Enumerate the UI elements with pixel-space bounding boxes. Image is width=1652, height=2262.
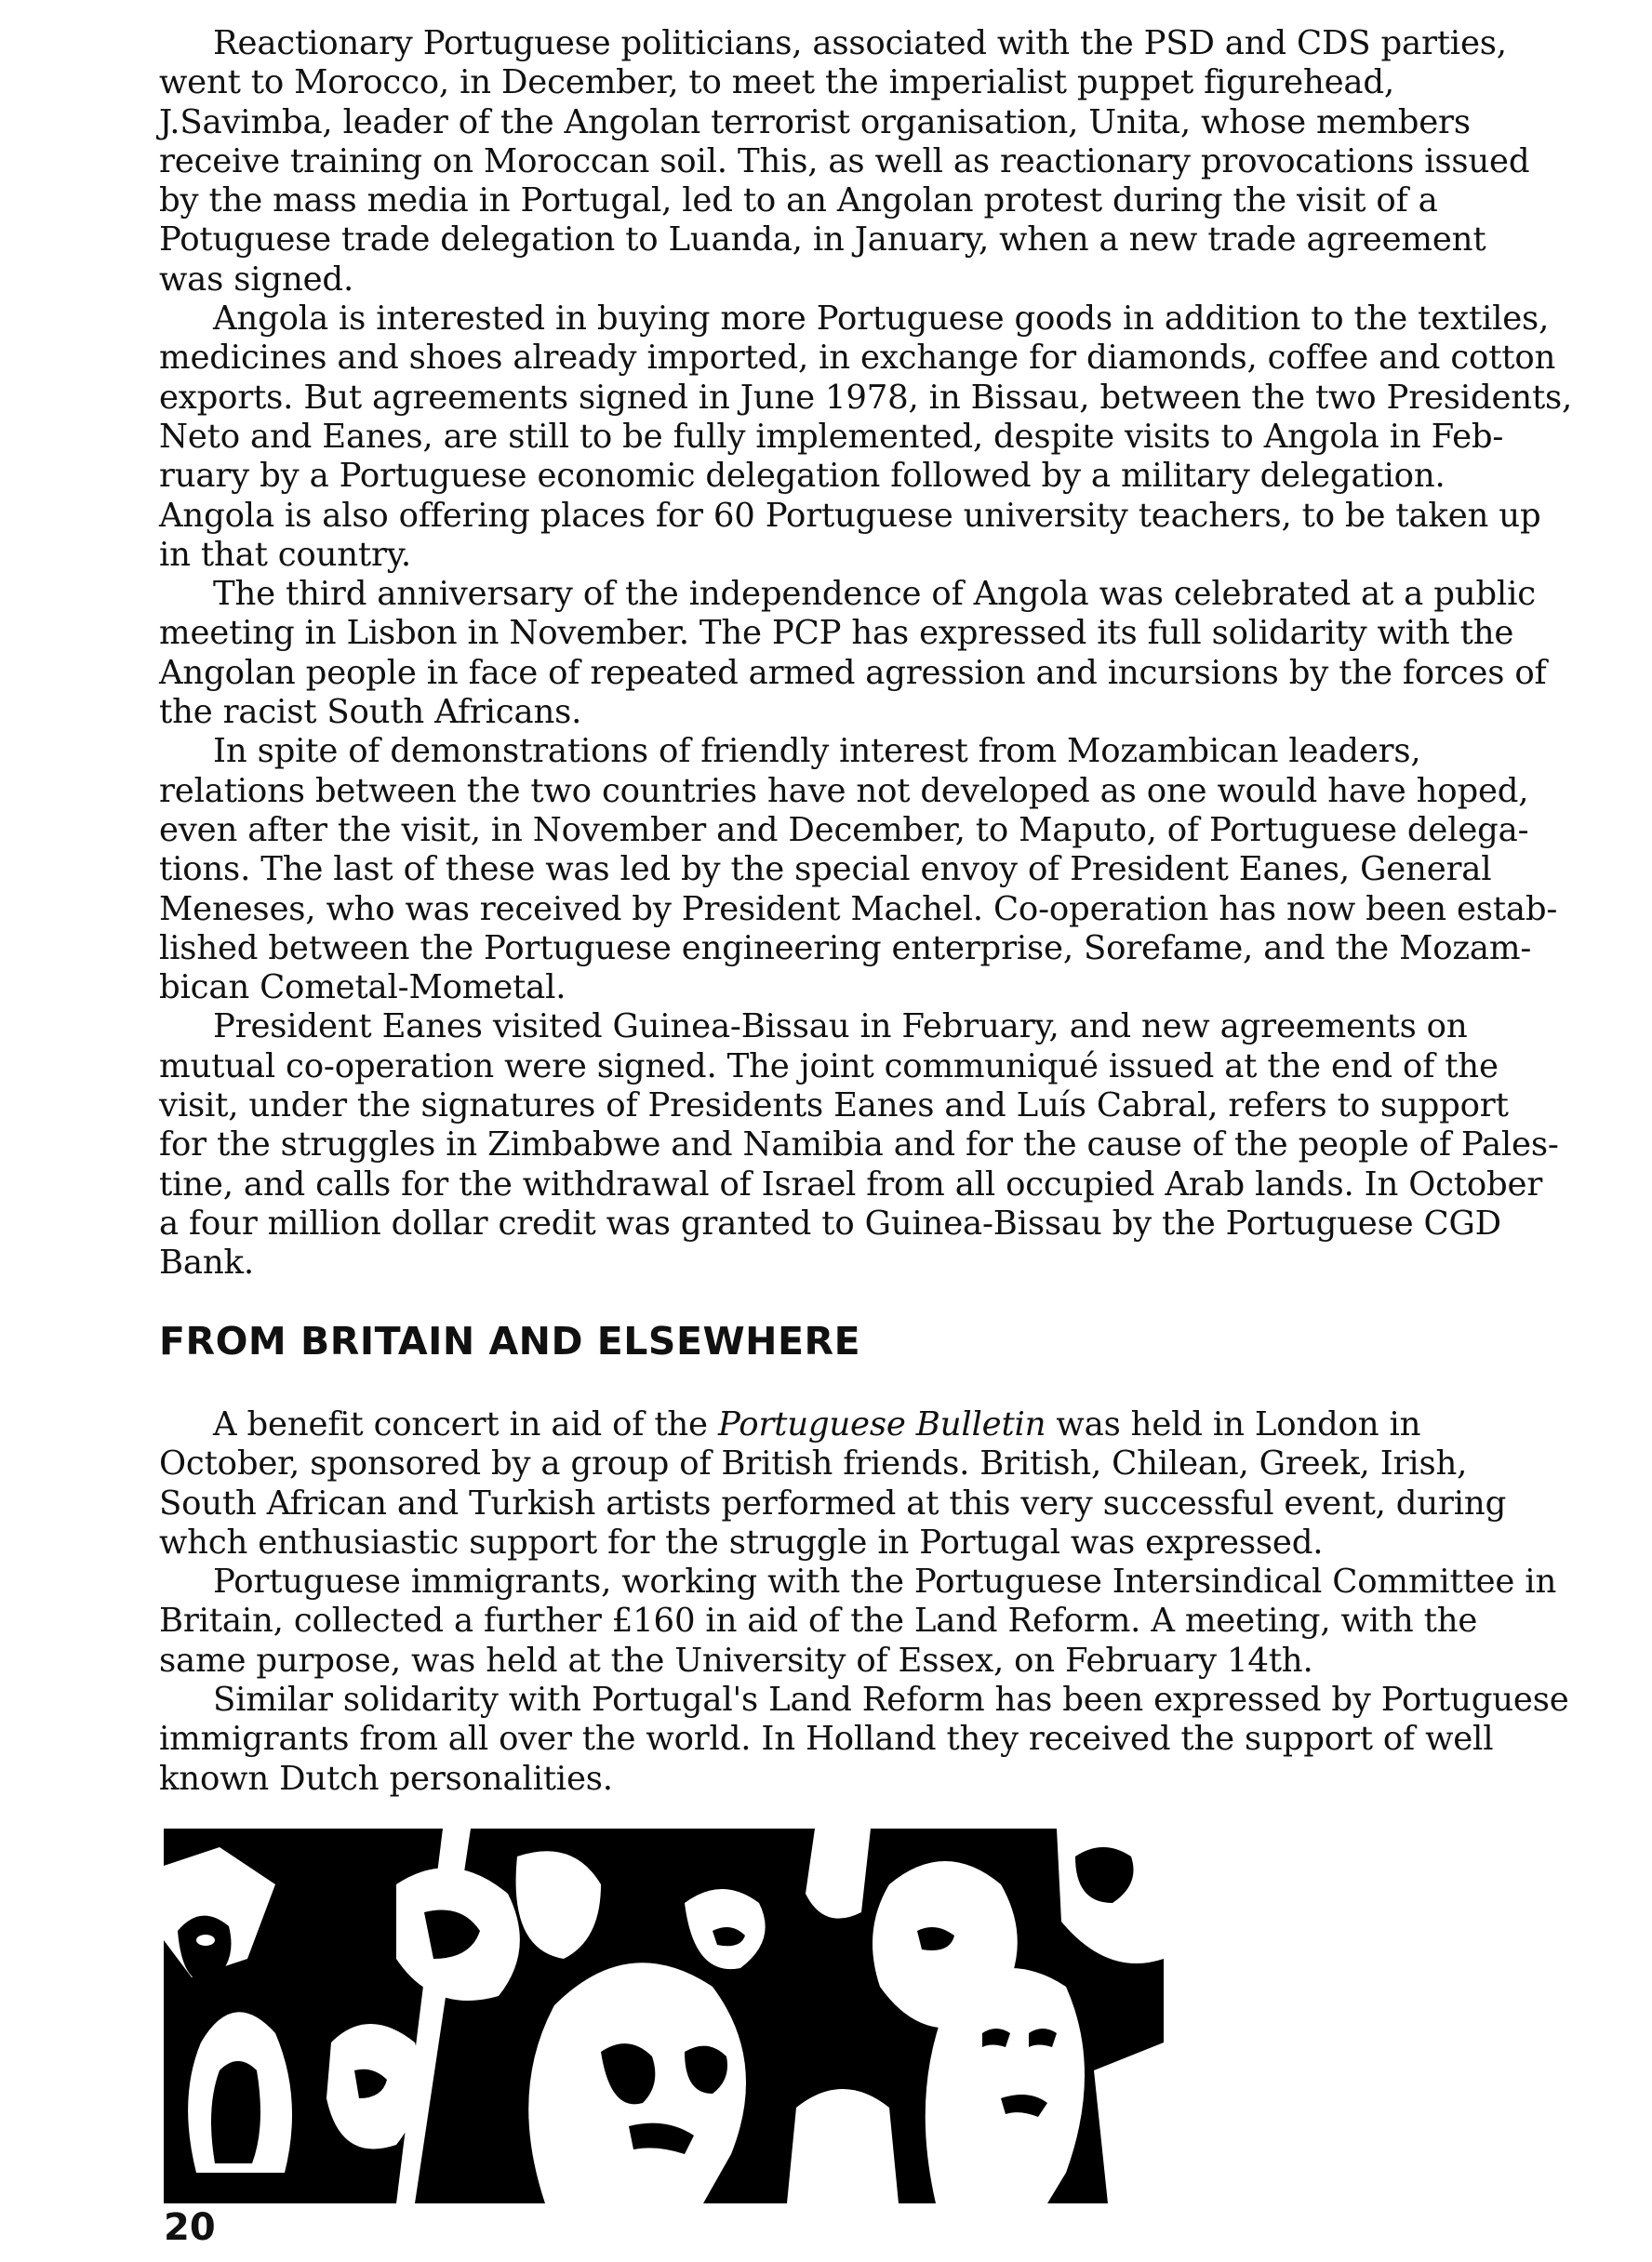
paragraph-line: a four million dollar credit was granted to Guinea-Bissau by the Portuguese CGD (159, 1204, 1501, 1243)
paragraph-line: tine, and calls for the withdrawal of Israel from all occupied Arab lands. In October (159, 1164, 1543, 1204)
paragraph-line: Meneses, who was received by President Machel. Co-operation has now been estab- (159, 889, 1558, 928)
paragraph-line: in that country. (159, 535, 411, 574)
paragraph-line: Angola is interested in buying more Portuguese goods in addition to the textiles, (213, 299, 1550, 339)
paragraph-line: visit, under the signatures of Presidents Eanes and Luís Cabral, refers to support (159, 1086, 1509, 1125)
line-text: A benefit concert in aid of the (213, 1405, 718, 1444)
body-section-1 (159, 24, 1573, 1284)
crowd-photo-graphic (164, 1829, 1164, 2203)
paragraph-line: Angolan people in face of repeated armed agression and incursions by the forces of (159, 653, 1547, 692)
paragraph-line: tions. The last of these was led by the special envoy of President Eanes, General (159, 850, 1492, 889)
paragraph-line: ruary by a Portuguese economic delegation followed by a military delegation. (159, 457, 1446, 496)
section-heading: FROM BRITAIN AND ELSEWHERE (159, 1319, 861, 1364)
paragraph-line: Angola is also offering places for 60 Portuguese university teachers, to be taken up (159, 496, 1541, 535)
page-number: 20 (164, 2206, 216, 2249)
paragraph-line: J.Savimba, leader of the Angolan terrorist organisation, Unita, whose members (159, 102, 1471, 141)
paragraph-line: Britain, collected a further £160 in aid of the Land Reform. A meeting, with the (159, 1602, 1478, 1641)
paragraph-line: Neto and Eanes, are still to be fully implemented, despite visits to Angola in Feb- (159, 417, 1504, 456)
paragraph-line: medicines and shoes already imported, in exchange for diamonds, coffee and cotton (159, 339, 1556, 378)
paragraph-line: meeting in Lisbon in November. The PCP has expressed its full solidarity with the (159, 614, 1514, 653)
paragraph-line: was signed. (159, 259, 354, 299)
paragraph-line: for the struggles in Zimbabwe and Namibia and for the cause of the people of Pales- (159, 1125, 1559, 1164)
paragraph-line: whch enthusiastic support for the struggle in Portugal was expressed. (159, 1523, 1324, 1562)
paragraph-line: immigrants from all over the world. In Holland they received the support of well (159, 1720, 1494, 1759)
paragraph-line: relations between the two countries have not developed as one would have hoped, (159, 771, 1529, 810)
paragraph-line (159, 1405, 1499, 1444)
paragraph-line: the racist South Africans. (159, 693, 582, 732)
paragraph-line: known Dutch personalities. (159, 1759, 613, 1798)
paragraph-line: In spite of demonstrations of friendly interest from Mozambican leaders, (213, 732, 1421, 771)
paragraph-line: receive training on Moroccan soil. This, as well as reactionary provocations issued (159, 141, 1530, 180)
paragraph-line: by the mass media in Portugal, led to an Angolan protest during the visit of a (159, 181, 1438, 220)
paragraph-line: Bank. (159, 1244, 254, 1283)
paragraph-line: mutual co-operation were signed. The joint communiqué issued at the end of the (159, 1046, 1499, 1085)
paragraph-line: Reactionary Portuguese politicians, associated with the PSD and CDS parties, (213, 24, 1507, 62)
publication-title: Portuguese Bulletin (717, 1405, 1046, 1444)
paragraph-line: same purpose, was held at the University of Essex, on February 14th. (159, 1641, 1313, 1680)
paragraph-line: exports. But agreements signed in June 1978, in Bissau, between the two Presidents, (159, 378, 1573, 417)
paragraph-line: lished between the Portuguese engineering enterprise, Sorefame, and the Mozam- (159, 928, 1532, 967)
body-section-2 (159, 1405, 1569, 1799)
paragraph-line: Portuguese immigrants, working with the Portuguese Intersindical Committee in (213, 1563, 1557, 1602)
paragraph-line: even after the visit, in November and December, to Maputo, of Portuguese delega- (159, 810, 1529, 849)
paragraph-line: Potuguese trade delegation to Luanda, in January, when a new trade agreement (159, 220, 1486, 259)
crowd-photo (164, 1829, 1164, 2203)
paragraph-line: The third anniversary of the independence of Angola was celebrated at a public (213, 575, 1536, 614)
paragraph-line: bican Cometal-Mometal. (159, 968, 566, 1007)
line-text: was held in London in (1046, 1405, 1421, 1444)
paragraph-line: South African and Turkish artists performed at this very successful event, during (159, 1484, 1507, 1523)
paragraph-line: President Eanes visited Guinea-Bissau in February, and new agreements on (213, 1007, 1468, 1046)
paragraph-line: Similar solidarity with Portugal's Land Reform has been expressed by Portuguese (213, 1681, 1569, 1720)
paragraph-line: went to Morocco, in December, to meet the imperialist puppet figurehead, (159, 63, 1394, 102)
paragraph-line: October, sponsored by a group of British friends. British, Chilean, Greek, Irish, (159, 1444, 1468, 1484)
